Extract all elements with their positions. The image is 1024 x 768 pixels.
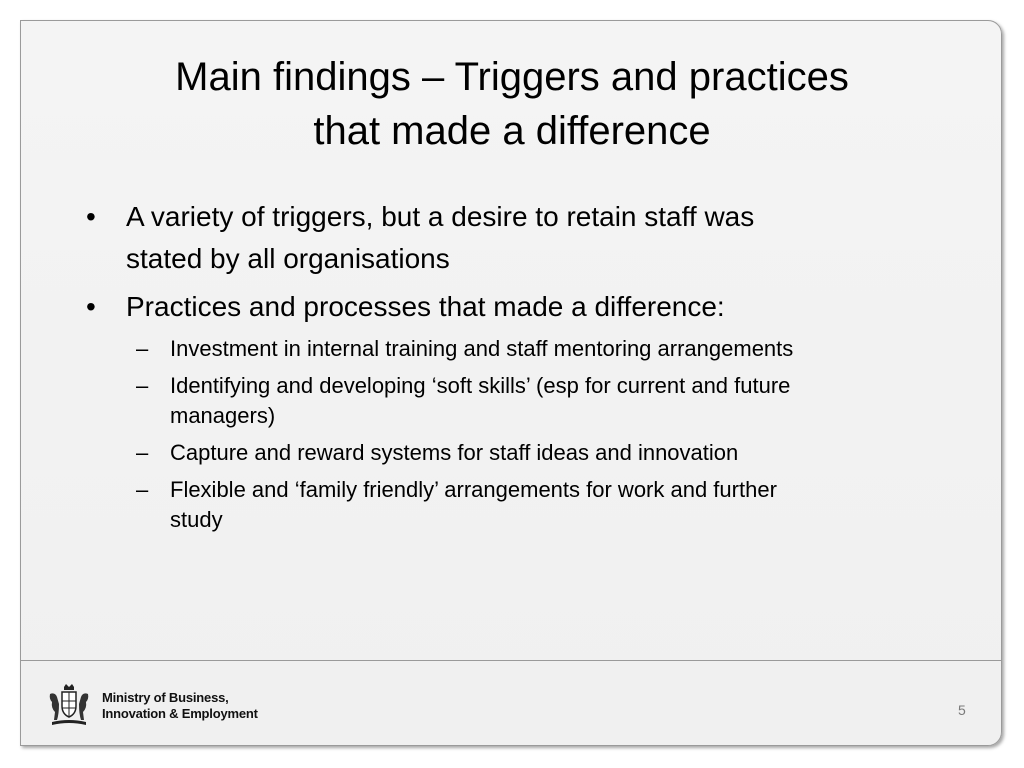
ministry-logo <box>46 684 258 728</box>
sub-bullet-text: Investment in internal training and staff mentoring arrangements <box>170 336 794 361</box>
bullet-item <box>86 196 906 280</box>
dash-marker: – <box>136 477 149 502</box>
ministry-name-line-2: Innovation & Employment <box>102 706 258 721</box>
footer-divider <box>21 660 1002 661</box>
dash-marker: – <box>136 373 149 398</box>
sub-bullet-list <box>136 334 906 535</box>
sub-bullet-text-line-1: Identifying and developing ‘soft skills’ (esp for current and future <box>170 373 791 398</box>
bullet-marker: • <box>86 291 96 322</box>
bullet-text-line-1: A variety of triggers, but a desire to retain staff was <box>126 201 755 232</box>
sub-bullet-text-line-2: study <box>170 507 223 532</box>
bullet-text-line-2: stated by all organisations <box>126 243 450 274</box>
sub-bullet-item <box>136 371 906 431</box>
sub-bullet-text-line-2: managers) <box>170 403 276 428</box>
sub-bullet-item <box>136 475 906 535</box>
bullet-text: Practices and processes that made a difference: <box>126 291 725 322</box>
dash-marker: – <box>136 440 149 465</box>
page-number: 5 <box>958 702 966 718</box>
ministry-name <box>102 690 258 722</box>
slide-title-line-1: Main findings – Triggers and practices <box>175 55 849 99</box>
sub-bullet-item <box>136 334 906 364</box>
nz-coat-of-arms-icon <box>46 684 92 728</box>
bullet-item <box>86 286 906 328</box>
slide-body <box>86 196 906 542</box>
bullet-marker: • <box>86 201 96 232</box>
ministry-name-line-1: Ministry of Business, <box>102 690 229 705</box>
slide-title-line-2: that made a difference <box>313 109 711 153</box>
dash-marker: – <box>136 336 149 361</box>
slide-title <box>0 50 1024 158</box>
sub-bullet-text: Capture and reward systems for staff ideas and innovation <box>170 440 739 465</box>
sub-bullet-text-line-1: Flexible and ‘family friendly’ arrangements for work and further <box>170 477 777 502</box>
sub-bullet-item <box>136 438 906 468</box>
